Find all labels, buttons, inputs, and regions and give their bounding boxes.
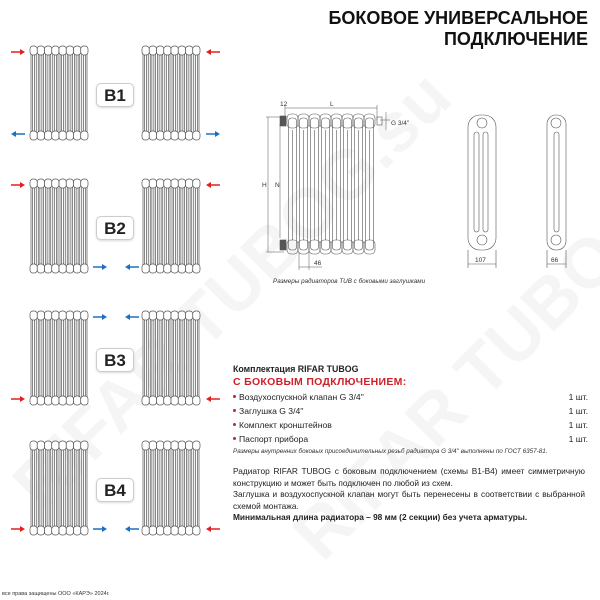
radiator-icon: [140, 45, 202, 146]
supply-arrow-icon: [205, 525, 221, 533]
drawing-caption: Размеры радиаторов TUB с боковыми заглушками: [273, 278, 426, 285]
kit-note: Размеры внутренних боковых присоединительных резьб радиатора G 3/4'' выполнены по ГОСТ 6357-81.: [233, 448, 548, 455]
return-arrow-icon: [92, 313, 108, 321]
dim-12-label: 12: [280, 101, 288, 108]
supply-arrow-icon: [10, 525, 26, 533]
supply-arrow-icon: [10, 48, 26, 56]
kit-heading: Комплектация RIFAR TUBOG: [233, 364, 359, 374]
return-arrow-icon: [124, 525, 140, 533]
description-p1: Радиатор RIFAR TUBOG с боковым подключением (схемы B1-B4) имеет симметричную конструкцию и может быть подключен по любой из схем.: [233, 466, 585, 488]
radiator-icon: [28, 440, 90, 541]
supply-arrow-icon: [205, 181, 221, 189]
page-title: [328, 8, 588, 50]
return-arrow-icon: [124, 263, 140, 271]
kit-subheading: С БОКОВЫМ ПОДКЛЮЧЕНИЕМ:: [233, 376, 407, 388]
return-arrow-icon: [205, 130, 221, 138]
kit-item: [233, 434, 588, 444]
depth-66-label: 66: [551, 257, 559, 264]
depth-107-label: 107: [475, 257, 486, 264]
kit-item-name: Паспорт прибора: [239, 434, 309, 444]
kit-item: [233, 406, 588, 416]
radiator-icon: [28, 310, 90, 411]
supply-arrow-icon: [205, 48, 221, 56]
description-p3: Минимальная длина радиатора – 98 мм (2 секции) без учета арматуры.: [233, 512, 528, 523]
radiator-icon: [28, 178, 90, 279]
copyright: все права защищены ООО «КАРЭ» 2024г.: [2, 591, 110, 597]
title-line-2: ПОДКЛЮЧЕНИЕ: [443, 29, 588, 49]
supply-arrow-icon: [10, 181, 26, 189]
return-arrow-icon: [92, 263, 108, 271]
scheme-label: B1: [96, 83, 134, 107]
kit-item: [233, 420, 588, 430]
thread-label: G 3/4'': [391, 120, 410, 127]
return-arrow-icon: [124, 313, 140, 321]
radiator-icon: [140, 310, 202, 411]
dim-46-label: 46: [314, 260, 322, 267]
radiator-front-view: [280, 114, 382, 254]
radiator-side-view-107: [468, 115, 496, 268]
kit-item-name: Воздухоспускной клапан G 3/4'': [239, 392, 364, 402]
scheme-label: B2: [96, 216, 134, 240]
dim-n-label: N: [275, 182, 280, 189]
kit-section: [233, 364, 588, 455]
kit-item: [233, 392, 588, 402]
kit-item-qty: 1 шт.: [568, 392, 588, 402]
supply-arrow-icon: [10, 395, 26, 403]
radiator-side-view-66: [547, 115, 566, 268]
description-p2: Заглушка и воздухоспускной клапан могут быть перенесены в соответствии с выбранной схемой монтажа.: [233, 489, 585, 511]
kit-item-name: Комплект кронштейнов: [239, 420, 332, 430]
title-line-1: БОКОВОЕ УНИВЕРСАЛЬНОЕ: [328, 8, 588, 28]
radiator-icon: [140, 178, 202, 279]
kit-item-name: Заглушка G 3/4'': [239, 406, 304, 416]
radiator-icon: [140, 440, 202, 541]
radiator-icon: [28, 45, 90, 146]
scheme-label: B4: [96, 478, 134, 502]
kit-item-qty: 1 шт.: [568, 406, 588, 416]
supply-arrow-icon: [205, 395, 221, 403]
scheme-label: B3: [96, 348, 134, 372]
kit-item-qty: 1 шт.: [568, 434, 588, 444]
description: [233, 466, 585, 524]
dim-l-label: L: [330, 101, 334, 108]
dim-h-label: H: [262, 182, 267, 189]
dimension-drawing: [240, 90, 600, 290]
return-arrow-icon: [92, 525, 108, 533]
kit-item-qty: 1 шт.: [568, 420, 588, 430]
return-arrow-icon: [10, 130, 26, 138]
